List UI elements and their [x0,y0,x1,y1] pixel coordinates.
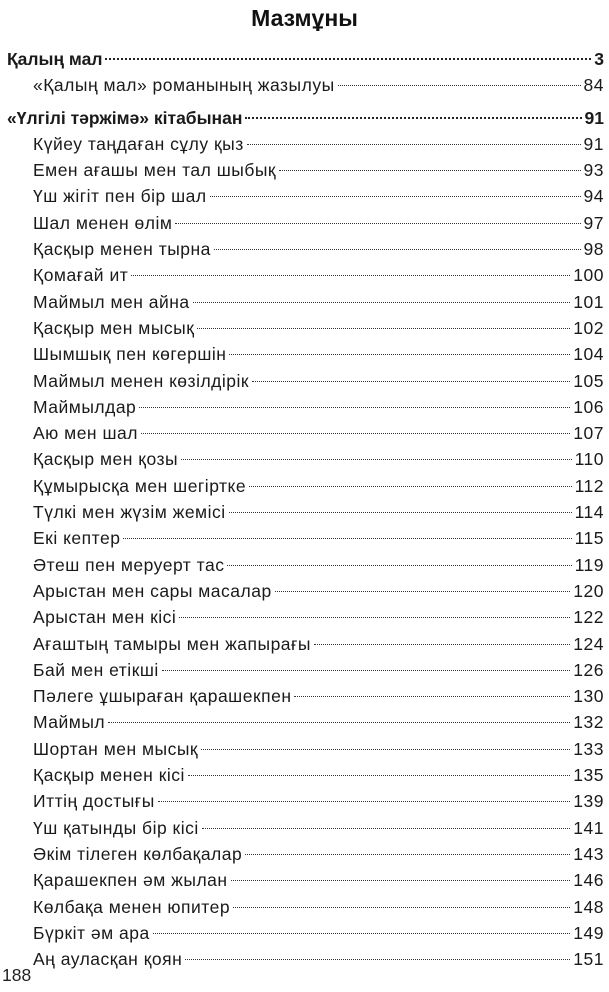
entry-page-number: 149 [573,922,604,943]
toc-entry[interactable] [0,157,604,183]
entry-title: Пәлеге ұшыраған қарашекпен [33,686,292,707]
entry-page-number: 105 [573,370,604,391]
dot-leader [294,696,570,697]
toc-entry[interactable] [0,183,604,209]
entry-title: Қомағай ит [33,265,129,286]
entry-page-number: 115 [574,528,604,549]
toc-entry[interactable] [0,815,604,841]
dot-leader [227,565,571,566]
toc-entry[interactable] [0,841,604,867]
toc-entry[interactable] [0,210,604,236]
dot-leader [179,617,570,618]
entry-page-number: 139 [573,791,604,812]
entry-page-number: 132 [573,712,604,733]
dot-leader [247,144,581,145]
dot-leader [245,854,570,855]
entry-page-number: 91 [584,107,604,128]
entry-title: Арыстан мен кісі [33,607,177,628]
toc-entry[interactable] [0,315,604,341]
entry-title: Қарашекпен әм жылан [33,870,228,891]
dot-leader [185,959,570,960]
toc-entry[interactable] [0,788,604,814]
entry-title: Қасқыр менен тырна [33,239,211,260]
dot-leader [214,249,581,250]
entry-title: Көлбақа менен юпитер [33,896,231,917]
entry-title: Маймыл [33,712,106,733]
entry-page-number: 102 [573,317,604,338]
entry-page-number: 93 [583,160,604,181]
dot-leader [131,275,570,276]
dot-leader [193,302,571,303]
entry-page-number: 104 [573,344,604,365]
dot-leader [181,459,572,460]
entry-title: Қасқыр менен кісі [33,765,185,786]
entry-page-number: 97 [583,212,604,233]
toc-entry[interactable] [0,894,604,920]
toc-entry[interactable] [0,525,604,551]
entry-title: Арыстан мен сары масалар [33,580,272,601]
entry-page-number: 119 [574,554,604,575]
toc-entry[interactable] [0,236,604,262]
entry-page-number: 3 [594,49,604,69]
dot-leader [338,85,581,86]
entry-page-number: 98 [583,239,604,260]
toc-entry[interactable] [0,341,604,367]
entry-page-number: 133 [573,738,604,759]
entry-title: Қасқыр мен қозы [33,449,179,470]
entry-page-number: 148 [573,896,604,917]
toc-entry[interactable] [0,499,604,525]
entry-page-number: 135 [573,765,604,786]
dot-leader [231,880,571,881]
entry-page-number: 100 [573,265,604,286]
toc-section-entry[interactable] [0,105,604,131]
dot-leader [108,722,570,723]
page-title: Мазмұны [251,5,358,31]
toc-entry[interactable] [0,552,604,578]
entry-page-number: 112 [574,475,604,496]
entry-title: Күйеу таңдаған сұлу қыз [33,133,244,154]
toc-entry[interactable] [0,446,604,472]
dot-leader [245,117,581,119]
dot-leader [252,381,570,382]
dot-leader [197,328,570,329]
entry-title: Үш қатынды бір кісі [33,817,199,838]
toc-entry[interactable] [0,657,604,683]
entry-title: Шортан мен мысық [33,738,199,759]
toc-entry[interactable] [0,420,604,446]
entry-title: Үш жігіт пен бір шал [33,186,207,207]
dot-leader [153,933,571,934]
dot-leader [233,907,570,908]
dot-leader [229,354,570,355]
toc-entry[interactable] [0,72,604,98]
entry-page-number: 126 [573,659,604,680]
entry-page-number: 122 [573,607,604,628]
entry-page-number: 94 [583,186,604,207]
entry-title: Маймыл менен көзілдірік [33,370,250,391]
toc-entry[interactable] [0,762,604,788]
dot-leader [123,538,571,539]
entry-page-number: 110 [574,449,604,470]
toc-entry[interactable] [0,709,604,735]
entry-page-number: 91 [583,133,604,154]
dot-leader [275,591,571,592]
entry-title: Маймылдар [33,396,137,417]
entry-title: Шымшық пен көгершін [33,344,227,365]
entry-title: Түлкі мен жүзім жемісі [33,502,226,523]
toc-entry[interactable] [0,736,604,762]
dot-leader [141,433,570,434]
entry-page-number: 114 [574,502,604,523]
toc-entry[interactable] [0,394,604,420]
entry-title: Емен ағашы мен тал шыбық [33,160,277,181]
table-of-contents [0,46,609,972]
toc-entry[interactable] [0,368,604,394]
toc-entry[interactable] [0,867,604,893]
toc-entry[interactable] [0,604,604,630]
dot-leader [279,170,580,171]
dot-leader [158,801,571,802]
entry-title: Шал менен өлім [33,212,173,233]
entry-title: Қалың мал [7,49,103,69]
page-number: 188 [2,965,32,985]
entry-title: Иттің достығы [33,791,155,812]
entry-title: Маймыл мен айна [33,291,190,312]
toc-entry[interactable] [0,473,604,499]
entry-title: Аю мен шал [33,423,138,444]
dot-leader [314,644,570,645]
entry-title: Бай мен етікші [33,659,159,680]
dot-leader [139,407,570,408]
entry-title: «Қалың мал» романының жазылуы [33,75,335,96]
toc-entry[interactable] [0,946,604,972]
toc-entry[interactable] [0,683,604,709]
dot-leader [105,58,591,60]
toc-entry[interactable] [0,131,604,157]
entry-title: Құмырысқа мен шегіртке [33,475,247,496]
toc-section-entry[interactable] [0,46,604,72]
entry-title: Бүркіт әм ара [33,922,150,943]
entry-title: Аң ауласқан қоян [33,949,183,970]
dot-leader [210,196,581,197]
entry-title: «Үлгілі тәржімә» кітабынан [7,107,243,128]
dot-leader [188,775,570,776]
toc-entry[interactable] [0,262,604,288]
entry-page-number: 84 [583,75,604,96]
entry-page-number: 141 [573,817,604,838]
entry-title: Әтеш пен меруерт тас [33,554,225,575]
toc-entry[interactable] [0,289,604,315]
toc-entry[interactable] [0,578,604,604]
dot-leader [249,486,571,487]
dot-leader [202,828,571,829]
entry-title: Қасқыр мен мысық [33,317,195,338]
dot-leader [229,512,572,513]
entry-page-number: 124 [573,633,604,654]
dot-leader [201,749,570,750]
entry-page-number: 107 [573,423,604,444]
toc-entry[interactable] [0,920,604,946]
entry-page-number: 143 [573,843,604,864]
entry-page-number: 130 [573,686,604,707]
entry-title: Ағаштың тамыры мен жапырағы [33,633,311,654]
entry-page-number: 106 [573,396,604,417]
entry-page-number: 151 [573,949,604,970]
entry-title: Екі кептер [33,528,121,549]
entry-page-number: 101 [573,291,604,312]
entry-title: Әкім тілеген көлбақалар [33,843,243,864]
entry-page-number: 146 [573,870,604,891]
dot-leader [175,223,580,224]
toc-entry[interactable] [0,631,604,657]
entry-page-number: 120 [573,580,604,601]
dot-leader [162,670,571,671]
